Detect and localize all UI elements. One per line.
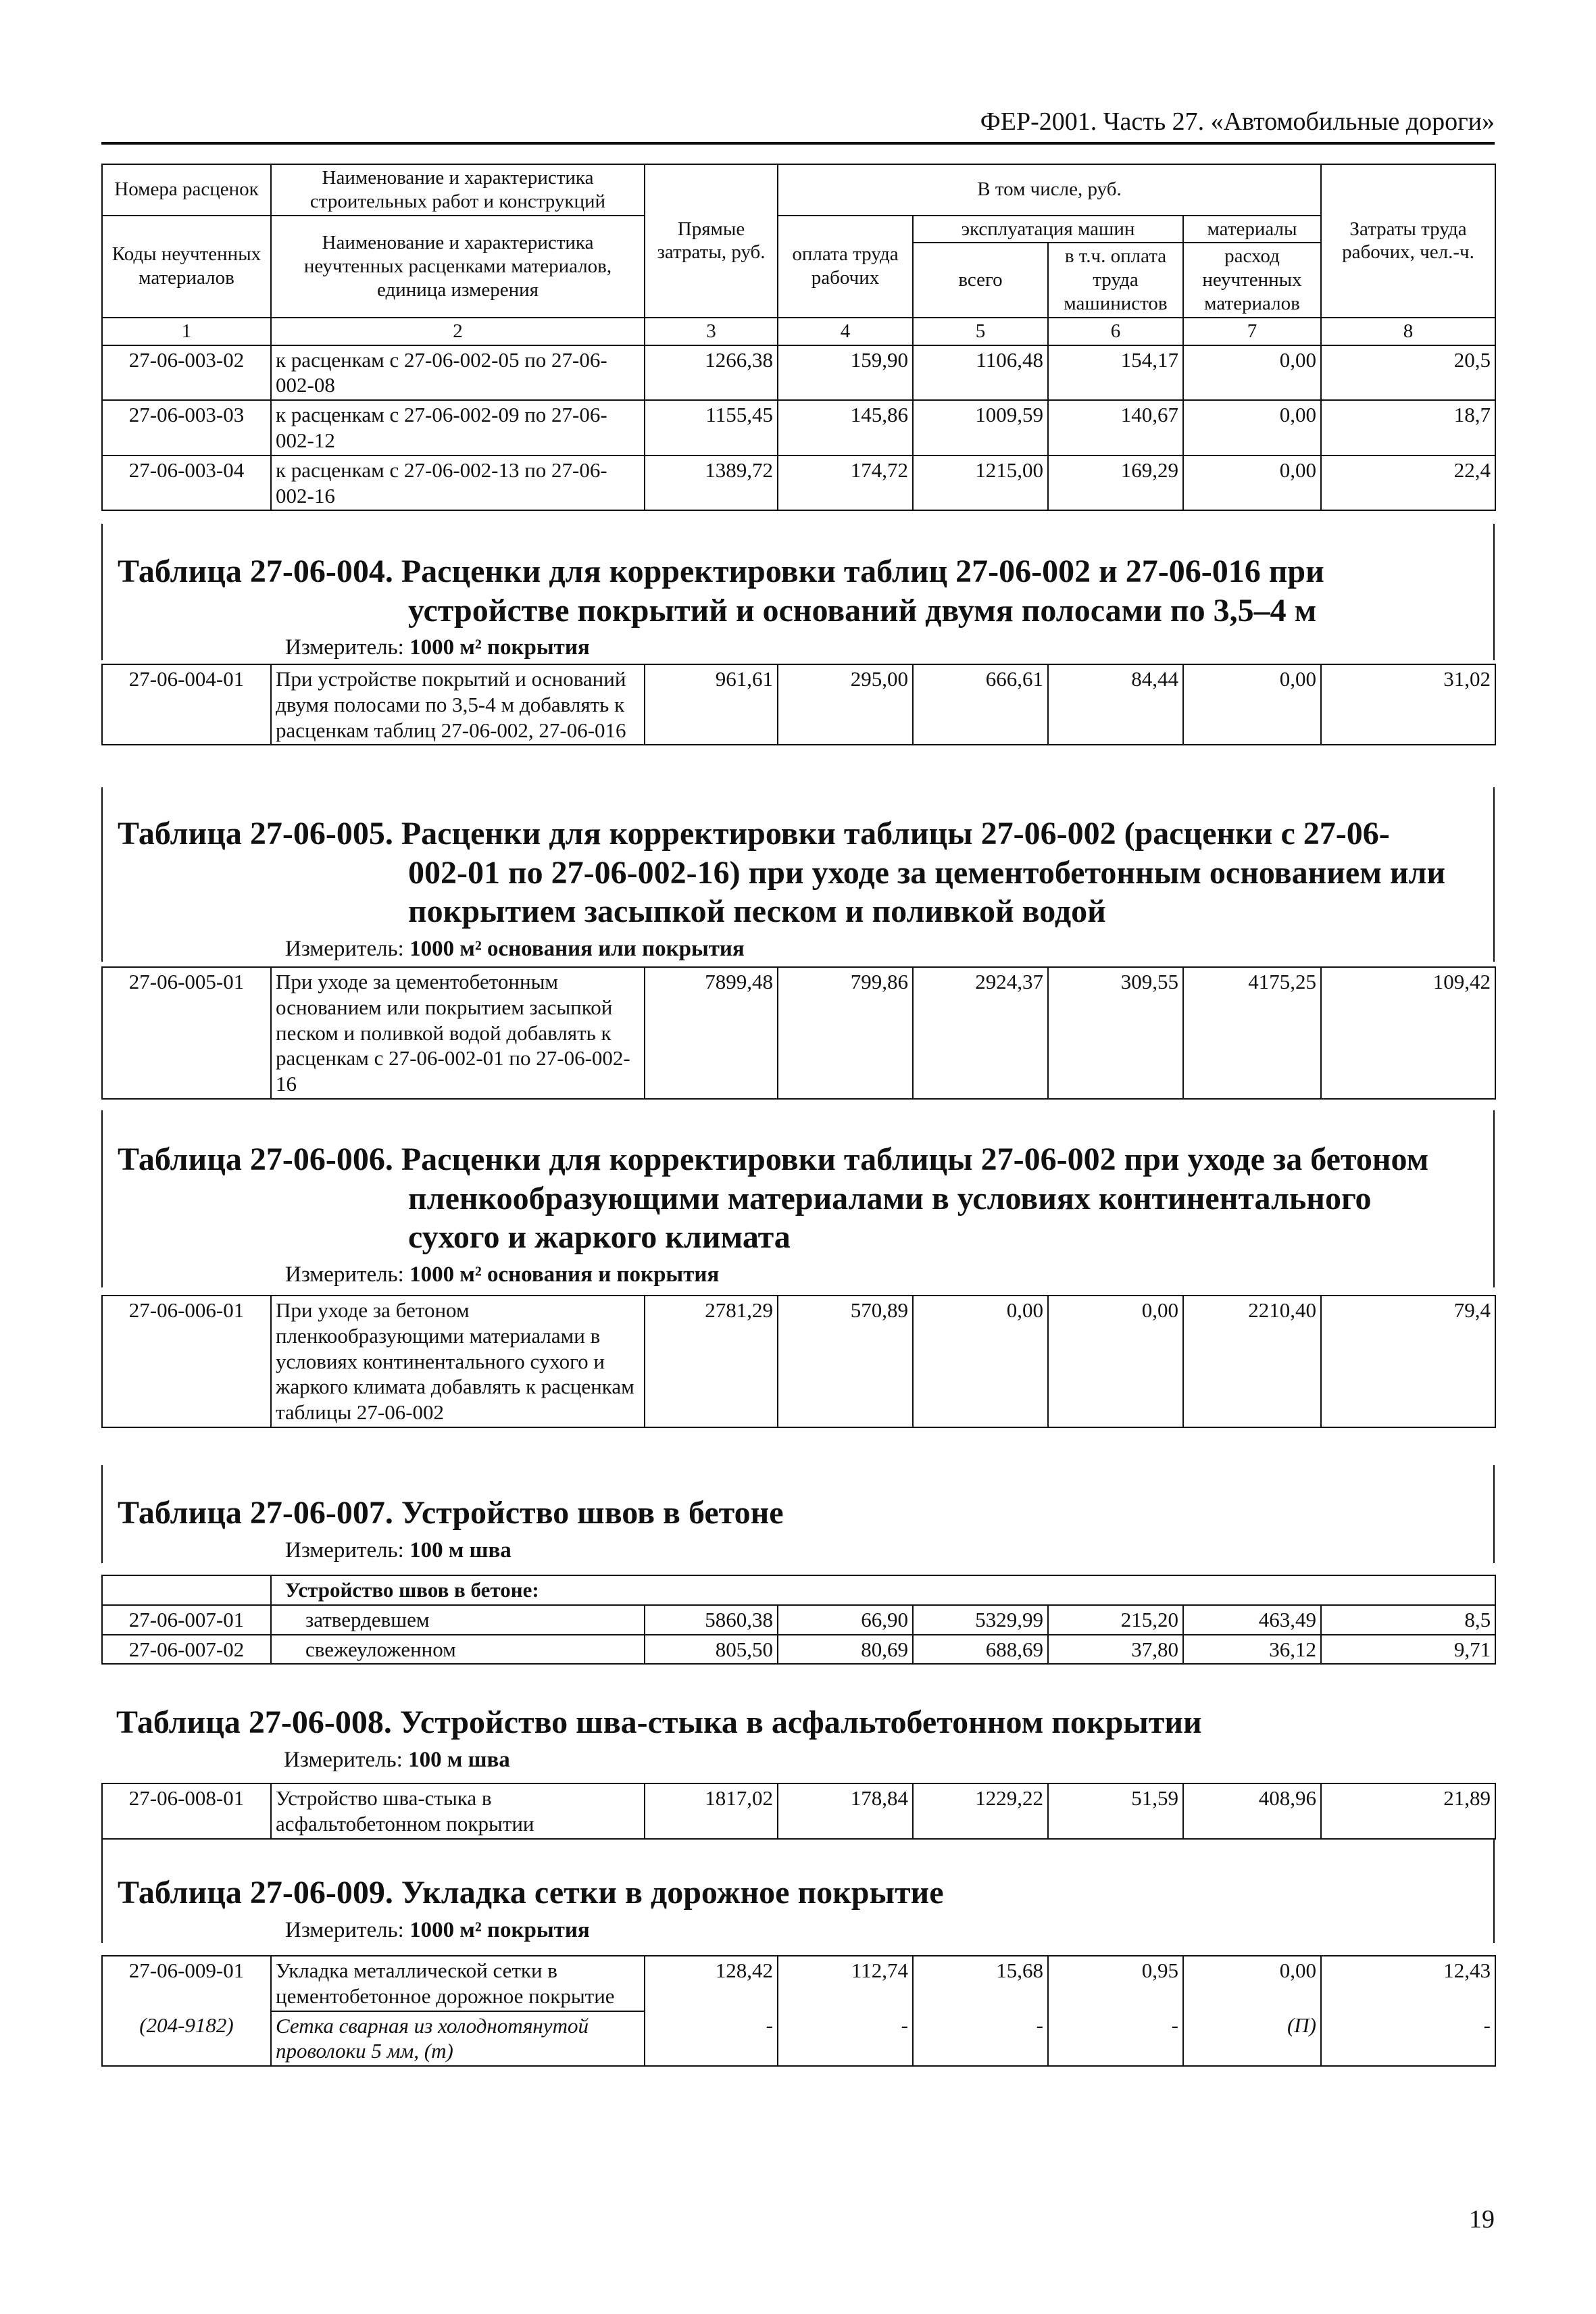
page-number: 19 xyxy=(1469,2205,1495,2234)
labor-hours: 109,42 xyxy=(1321,967,1495,1099)
table-27-06-004-rows xyxy=(101,664,1495,745)
machines-total: 2924,37 xyxy=(913,967,1048,1099)
machines-total: 688,69 xyxy=(913,1635,1048,1665)
table-27-06-008 xyxy=(101,1664,1495,1773)
table-27-06-008-rows xyxy=(101,1783,1495,1840)
materials: 4175,25 xyxy=(1183,967,1321,1099)
machinist-wage: 51,59 xyxy=(1048,1783,1183,1839)
page-header: ФЕР-2001. Часть 27. «Автомобильные дороги» xyxy=(980,107,1495,136)
rate-code: 27-06-004-01 xyxy=(102,664,271,745)
machinist-wage: 215,20 xyxy=(1048,1605,1183,1635)
table-title-cont: сухого и жаркого климата xyxy=(408,1219,791,1256)
rate-name: При устройстве покрытий и оснований двумя полосами по 3,5-4 м добавлять к расценкам таблиц 27-06-002, 27-06-016 xyxy=(271,664,645,745)
materials: 0,00 xyxy=(1183,345,1321,401)
materials: 463,49 xyxy=(1183,1605,1321,1635)
direct-cost: 805,50 xyxy=(645,1635,778,1665)
table-title: Таблица 27-06-004. Расценки для корректировки таблиц 27-06-002 и 27-06-016 при xyxy=(118,553,1324,589)
table-row xyxy=(102,1605,1495,1635)
labor-hours: 79,4 xyxy=(1321,1296,1495,1427)
machinist-wage: 0,95 xyxy=(1048,1956,1183,2011)
col-header-incl: В том числе, руб. xyxy=(778,164,1321,216)
machines-total: 1009,59 xyxy=(913,400,1048,456)
rate-name: Укладка металлической сетки в цементобетонное дорожное покрытие xyxy=(271,1956,645,2011)
table-row xyxy=(102,345,1495,401)
materials: 36,12 xyxy=(1183,1635,1321,1665)
materials: 408,96 xyxy=(1183,1783,1321,1839)
direct-cost: 1817,02 xyxy=(645,1783,778,1839)
col-num-8: 8 xyxy=(1321,318,1495,345)
table-27-06-005 xyxy=(101,787,1495,962)
rate-code: 27-06-006-01 xyxy=(102,1296,271,1427)
col-header-labor-cost: Затраты труда рабочих, чел.-ч. xyxy=(1321,164,1495,318)
measure-unit: Измеритель: 100 м шва xyxy=(284,1747,510,1772)
labor-pay: - xyxy=(778,2011,913,2067)
material-row xyxy=(102,2011,1495,2067)
machinist-wage: 154,17 xyxy=(1048,345,1183,401)
header-rule xyxy=(101,142,1495,145)
table-27-06-007 xyxy=(101,1465,1495,1563)
rate-code: 27-06-003-03 xyxy=(102,400,271,456)
materials: 0,00 xyxy=(1183,400,1321,456)
col-num-7: 7 xyxy=(1183,318,1321,345)
labor-hours: 21,89 xyxy=(1321,1783,1495,1839)
machinist-wage: 0,00 xyxy=(1048,1296,1183,1427)
labor-pay: 570,89 xyxy=(778,1296,913,1427)
rate-code: 27-06-003-04 xyxy=(102,456,271,511)
machines-total: 0,00 xyxy=(913,1296,1048,1427)
col-num-4: 4 xyxy=(778,318,913,345)
table-27-06-007-rows xyxy=(101,1575,1495,1665)
labor-pay: 799,86 xyxy=(778,967,913,1099)
measure-unit: Измеритель: 100 м шва xyxy=(285,1537,512,1562)
table-row xyxy=(102,1956,1495,2011)
labor-pay: 145,86 xyxy=(778,400,913,456)
table-title-cont: 002-01 по 27-06-002-16) при уходе за цементобетонным основанием или xyxy=(408,854,1446,891)
col-header-consumption: расход неучтенных материалов xyxy=(1183,243,1321,317)
col-header-labor: оплата труда рабочих xyxy=(778,216,913,318)
table-row xyxy=(102,1635,1495,1665)
table-27-06-006-rows xyxy=(101,1295,1495,1428)
materials: 0,00 xyxy=(1183,1956,1321,2011)
table-27-06-004 xyxy=(101,524,1495,660)
group-row xyxy=(102,1575,1495,1605)
table-row xyxy=(102,456,1495,511)
table-27-06-005-rows xyxy=(101,966,1495,1100)
machines-total: 5329,99 xyxy=(913,1605,1048,1635)
labor-hours: 31,02 xyxy=(1321,664,1495,745)
table-row xyxy=(102,1783,1495,1839)
direct-cost: - xyxy=(645,2011,778,2067)
col-num-5: 5 xyxy=(913,318,1048,345)
labor-hours: 12,43 xyxy=(1321,1956,1495,2011)
machines-total: 1229,22 xyxy=(913,1783,1048,1839)
machines-total: 1215,00 xyxy=(913,456,1048,511)
direct-cost: 1155,45 xyxy=(645,400,778,456)
machines-total: 15,68 xyxy=(913,1956,1048,2011)
labor-pay: 80,69 xyxy=(778,1635,913,1665)
direct-cost: 7899,48 xyxy=(645,967,778,1099)
labor-hours: 22,4 xyxy=(1321,456,1495,511)
rate-code: 27-06-009-01 xyxy=(102,1956,271,2011)
labor-pay: 112,74 xyxy=(778,1956,913,2011)
machines-total: 1106,48 xyxy=(913,345,1048,401)
materials: 0,00 xyxy=(1183,664,1321,745)
col-header-total: всего xyxy=(913,243,1048,317)
col-header-materials: материалы xyxy=(1183,216,1321,243)
col-header-incl-wage: в т.ч. оплата труда машинистов xyxy=(1048,243,1183,317)
table-27-06-009 xyxy=(101,1840,1495,1943)
col-header-name: Наименование и характеристика строительных работ и конструкций xyxy=(271,164,645,216)
rate-code: 27-06-005-01 xyxy=(102,967,271,1099)
machines-total: - xyxy=(913,2011,1048,2067)
table-27-06-006 xyxy=(101,1110,1495,1287)
rate-code: 27-06-008-01 xyxy=(102,1783,271,1839)
table-row xyxy=(102,1296,1495,1427)
rate-name: к расценкам с 27-06-002-09 по 27-06-002-12 xyxy=(271,400,645,456)
machinist-wage: 169,29 xyxy=(1048,456,1183,511)
table-title-cont: пленкообразующими материалами в условиях континентального xyxy=(408,1180,1372,1216)
direct-cost: 1389,72 xyxy=(645,456,778,511)
table-title: Таблица 27-06-007. Устройство швов в бетоне xyxy=(118,1495,784,1531)
machinist-wage: 84,44 xyxy=(1048,664,1183,745)
labor-hours: 8,5 xyxy=(1321,1605,1495,1635)
machines-total: 666,61 xyxy=(913,664,1048,745)
materials: 2210,40 xyxy=(1183,1296,1321,1427)
measure-unit: Измеритель: 1000 м² основания и покрытия xyxy=(285,1262,720,1287)
table-title: Таблица 27-06-009. Укладка сетки в дорожное покрытие xyxy=(118,1875,944,1911)
rate-name: затвердевшем xyxy=(271,1605,645,1635)
labor-pay: 178,84 xyxy=(778,1783,913,1839)
direct-cost: 1266,38 xyxy=(645,345,778,401)
direct-cost: 5860,38 xyxy=(645,1605,778,1635)
labor-pay: 159,90 xyxy=(778,345,913,401)
table-title-cont: устройстве покрытий и оснований двумя полосами по 3,5–4 м xyxy=(408,592,1317,629)
rate-name: к расценкам с 27-06-002-05 по 27-06-002-08 xyxy=(271,345,645,401)
rate-code: 27-06-003-02 xyxy=(102,345,271,401)
material-code: (204-9182) xyxy=(102,2011,271,2067)
labor-pay: 295,00 xyxy=(778,664,913,745)
col-num-3: 3 xyxy=(645,318,778,345)
labor-hours: 18,7 xyxy=(1321,400,1495,456)
table-row xyxy=(102,664,1495,745)
rate-code: 27-06-007-02 xyxy=(102,1635,271,1665)
group-label: Устройство швов в бетоне: xyxy=(271,1575,1495,1605)
col-header-machines: эксплуатация машин xyxy=(913,216,1183,243)
labor-hours: 20,5 xyxy=(1321,345,1495,401)
rate-code: 27-06-007-01 xyxy=(102,1605,271,1635)
labor-hours: 9,71 xyxy=(1321,1635,1495,1665)
machinist-wage: 309,55 xyxy=(1048,967,1183,1099)
table-row xyxy=(102,400,1495,456)
machinist-wage: 140,67 xyxy=(1048,400,1183,456)
table-row xyxy=(102,967,1495,1099)
col-header-num: Номера расценок xyxy=(102,164,271,216)
col-num-6: 6 xyxy=(1048,318,1183,345)
table-27-06-009-rows xyxy=(101,1955,1495,2067)
machinist-wage: - xyxy=(1048,2011,1183,2067)
machinist-wage: 37,80 xyxy=(1048,1635,1183,1665)
table-title-cont: покрытием засыпкой песком и поливкой водой xyxy=(408,893,1106,930)
col-header-codes: Коды неучтенных материалов xyxy=(102,216,271,318)
table-title: Таблица 27-06-008. Устройство шва-стыка в асфальтобетонном покрытии xyxy=(116,1704,1202,1740)
measure-unit: Измеритель: 1000 м² основания или покрытия xyxy=(285,936,745,961)
table-title: Таблица 27-06-005. Расценки для корректировки таблицы 27-06-002 (расценки с 27-06- xyxy=(118,816,1390,852)
rates-table-top xyxy=(101,164,1495,511)
rate-name: свежеуложенном xyxy=(271,1635,645,1665)
labor-hours: - xyxy=(1321,2011,1495,2067)
measure-unit: Измеритель: 1000 м² покрытия xyxy=(285,1917,590,1942)
rate-name: При уходе за цементобетонным основанием или покрытием засыпкой песком и поливкой водой добавлять к расценкам с 27-06-002-01 по 27-06-002-16 xyxy=(271,967,645,1099)
materials: 0,00 xyxy=(1183,456,1321,511)
material-consumption: (П) xyxy=(1183,2011,1321,2067)
col-header-direct: Прямые затраты, руб. xyxy=(645,164,778,318)
col-num-2: 2 xyxy=(271,318,645,345)
measure-unit: Измеритель: 1000 м² покрытия xyxy=(285,635,590,660)
direct-cost: 961,61 xyxy=(645,664,778,745)
direct-cost: 2781,29 xyxy=(645,1296,778,1427)
rate-name: Устройство шва-стыка в асфальтобетонном покрытии xyxy=(271,1783,645,1839)
labor-pay: 174,72 xyxy=(778,456,913,511)
rate-name: При уходе за бетоном пленкообразующими материалами в условиях континентального сухого и жаркого климата добавлять к расценкам таблицы 27-06-002 xyxy=(271,1296,645,1427)
rate-name: к расценкам с 27-06-002-13 по 27-06-002-16 xyxy=(271,456,645,511)
labor-pay: 66,90 xyxy=(778,1605,913,1635)
col-num-1: 1 xyxy=(102,318,271,345)
table-title: Таблица 27-06-006. Расценки для корректировки таблицы 27-06-002 при уходе за бетоном xyxy=(118,1141,1429,1177)
material-name: Сетка сварная из холоднотянутой проволоки 5 мм, (т) xyxy=(271,2011,645,2067)
direct-cost: 128,42 xyxy=(645,1956,778,2011)
col-header-unacc-name: Наименование и характеристика неучтенных расценками материалов, единица измерения xyxy=(271,216,645,318)
